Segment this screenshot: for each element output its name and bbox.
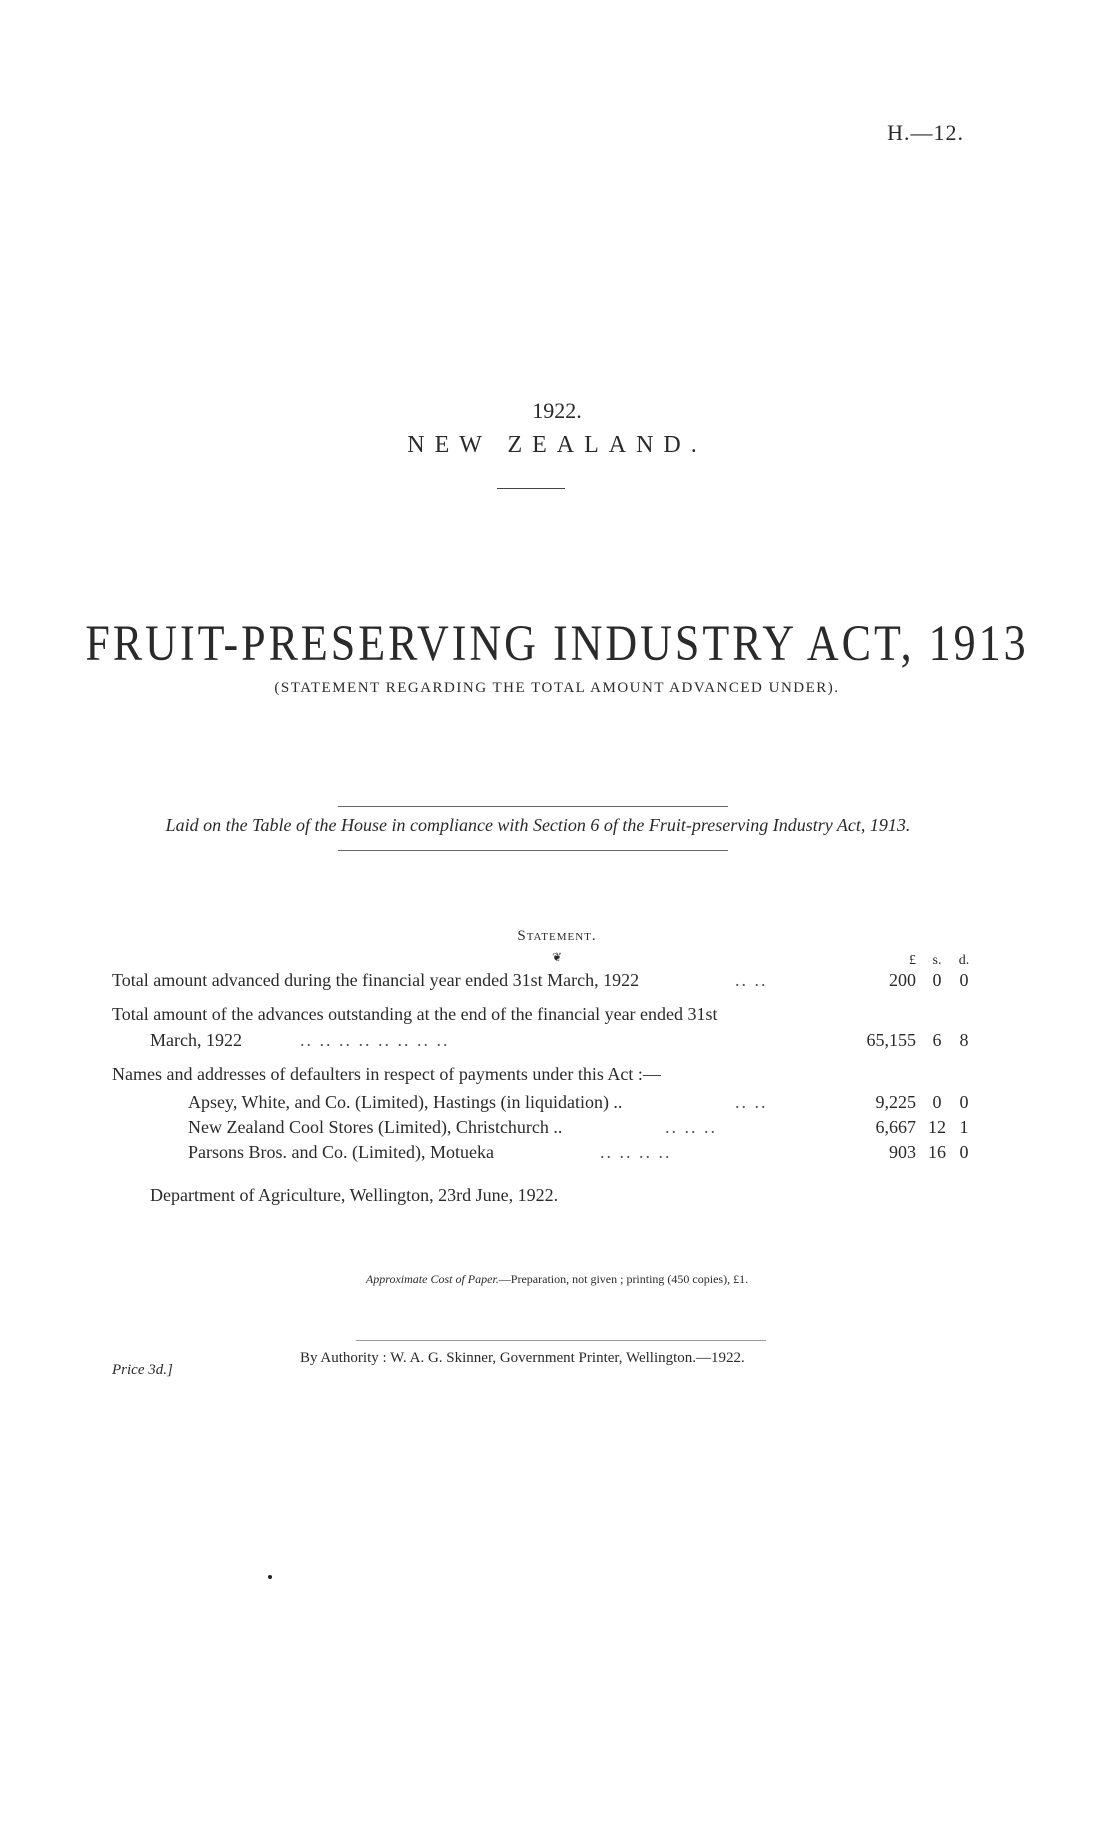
amount-pounds: 903: [889, 1142, 916, 1162]
amount-pounds: 9,225: [875, 1092, 916, 1112]
amount-pounds: 200: [889, 970, 916, 990]
defaulters-heading: Names and addresses of defaulters in respect of payments under this Act :—: [112, 1064, 661, 1084]
statement-row-outstanding-label-cont: March, 1922: [150, 1030, 242, 1050]
statement-row-total-label: Total amount advanced during the financial year ended 31st March, 1922: [112, 970, 640, 990]
department-signoff: Department of Agriculture, Wellington, 23rd June, 1922.: [150, 1185, 559, 1205]
defaulter-row-label: Apsey, White, and Co. (Limited), Hastings (in liquidation) ..: [188, 1092, 623, 1112]
divider: [497, 488, 565, 489]
cost-details: —Preparation, not given ; printing (450 copies), £1.: [498, 1272, 749, 1286]
leader-dots: .. .. .. ..: [600, 1142, 672, 1162]
amount-shillings: 16: [928, 1142, 946, 1162]
amount-pence: 0: [959, 970, 969, 990]
cost-of-paper-note: [0, 1272, 1114, 1287]
amount-pence: 8: [959, 1030, 969, 1050]
statement-row-outstanding-label: Total amount of the advances outstanding at the end of the financial year ended 31st: [112, 1004, 718, 1024]
column-header-pounds: £: [909, 953, 916, 968]
divider: [338, 850, 728, 851]
price-note: Price 3d.]: [112, 1362, 173, 1378]
printer-authority: By Authority : W. A. G. Skinner, Government Printer, Wellington.—1922.: [300, 1350, 745, 1366]
leader-dots: .. ..: [735, 970, 768, 990]
country-heading: NEW ZEALAND.: [407, 432, 707, 458]
year: 1922.: [532, 398, 582, 423]
leader-dots: .. .. ..: [665, 1117, 717, 1137]
divider: [356, 1340, 766, 1341]
print-speck: [268, 1575, 272, 1579]
amount-pounds: 6,667: [875, 1117, 916, 1137]
laid-on-table-note: Laid on the Table of the House in compliance with Section 6 of the Fruit-preserving Industry Act, 1913.: [165, 815, 911, 835]
page-title: FRUIT-PRESERVING INDUSTRY ACT, 1913: [85, 615, 1029, 672]
amount-pounds: 65,155: [866, 1030, 916, 1050]
document-reference: H.—12.: [887, 120, 964, 145]
page-subtitle: (STATEMENT REGARDING THE TOTAL AMOUNT ADVANCED UNDER).: [274, 680, 840, 696]
amount-shillings: 0: [932, 1092, 942, 1112]
amount-pence: 0: [959, 1092, 969, 1112]
statement-heading: Statement.: [517, 928, 597, 944]
fleuron-ornament: ❦: [551, 950, 563, 964]
leader-dots: .. ..: [735, 1092, 768, 1112]
column-header-shillings: s.: [932, 953, 942, 968]
divider: [338, 806, 728, 807]
amount-shillings: 12: [928, 1117, 946, 1137]
amount-shillings: 6: [932, 1030, 942, 1050]
amount-pence: 0: [959, 1142, 969, 1162]
defaulter-row-label: New Zealand Cool Stores (Limited), Christchurch ..: [188, 1117, 563, 1137]
column-header-pence: d.: [958, 953, 970, 968]
amount-pence: 1: [959, 1117, 969, 1137]
amount-shillings: 0: [932, 970, 942, 990]
defaulter-row-label: Parsons Bros. and Co. (Limited), Motueka: [188, 1142, 494, 1162]
leader-dots: .. .. .. .. .. .. .. ..: [300, 1030, 450, 1050]
cost-label: Approximate Cost of Paper.: [365, 1272, 499, 1286]
